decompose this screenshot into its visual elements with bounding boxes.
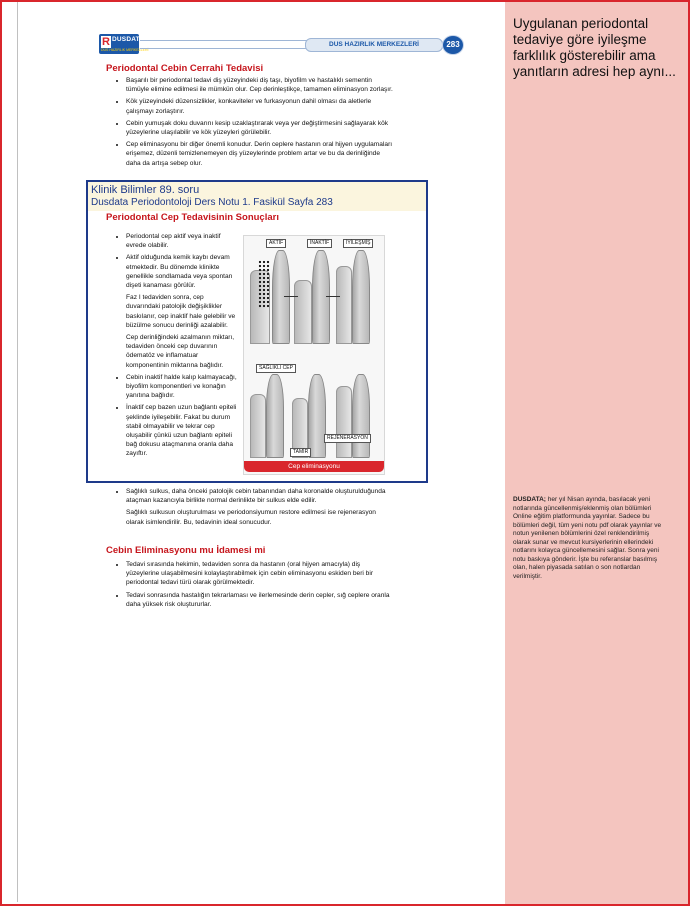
- section1-bullet: • Başarılı bir periodontal tedavi diş yüzeyindeki diş taşı, biyofilm ve hastalıklı sementin tümüyle elimine edilmesi ile mümkün olur. Cep derinleştikçe, tamamen eliminasyon zorlaşır.: [126, 76, 394, 94]
- biofilm-dots: [258, 260, 270, 308]
- arrow-right-icon: [326, 296, 340, 297]
- gum-healed: [336, 266, 352, 344]
- section2-saglikli-bullet: • Sağlıklı sulkus, daha önceki patolojik cebin tabanından daha koronalde oluşturulduğunda ataçman kazancıyla birlikte normal derinlikte bir sulkus elde edilir.: [126, 487, 394, 505]
- section2-faz-para: Faz I tedaviden sonra, cep duvarındaki patolojik değişiklikler baskılanır, cep inaktif hale gelebilir ve büzülme sonucu derinliği azalabilir.: [126, 294, 236, 329]
- section2-bullet: • Aktif olduğunda kemik kaybı devam etmektedir. Bu dönemde klinikte genellikle sondlamada veya spontan dişeti kanaması görülür.: [126, 253, 238, 290]
- arrow-right-icon: [284, 296, 298, 297]
- tooth-inactive: [312, 250, 330, 344]
- label-iyilesmis: İYİLEŞMİŞ: [343, 239, 373, 248]
- logo-sub: DUS HAZIRLIK MERKEZLERİ: [101, 48, 149, 52]
- section1-bullet: • Kök yüzeyindeki düzensizlikler, konkaviteler ve furkasyonun dahil olması da aletlerle çalışmayı zorlaştırır.: [126, 97, 394, 115]
- section1-title: Periodontal Cebin Cerrahi Tedavisi: [106, 63, 264, 74]
- section2-bullet: • İnaktif cep bazen uzun bağlantı epiteli şeklinde iyileşebilir. Fakat bu durum stabil olmayabilir ve tekrar cep oluşabilir çünkü uzun bağlantı epiteli bağ dokusu ataçmanına oranla daha zayıftır.: [126, 403, 238, 458]
- section1-body: [114, 76, 394, 171]
- label-aktif: AKTİF: [266, 239, 286, 248]
- gum-regeneration: [336, 386, 352, 458]
- section3-title: Cebin Eliminasyonu mu İdamesi mi: [106, 545, 266, 556]
- tooth-healthy: [266, 374, 284, 458]
- sidebar-note-brand: DUSDATA;: [513, 496, 546, 503]
- section2-restore-para: Sağlıklı sulkusun oluşturulması ve periodonsiyumun restore edilmesi ise rejenerasyon olarak isimlendirilir. Bu, tedavinin ideal sonucudur.: [126, 509, 376, 526]
- section2-bullet: • Cebin inaktif halde kalıp kalmayacağı, biyofilm komponentleri ve konağın yanıtına bağlıdır.: [126, 373, 238, 401]
- label-rejenerasyon: REJENERASYON: [324, 434, 371, 443]
- pocket-diagram: [243, 235, 385, 475]
- tooth-regeneration: [352, 374, 370, 458]
- sidebar: [505, 2, 688, 904]
- logo-mark: R: [102, 36, 110, 48]
- label-tamir: TAMİR: [290, 448, 311, 457]
- reference-line1: Klinik Bilimler 89. soru: [91, 184, 200, 196]
- label-saglikli-cep: SAĞLIKLI CEP: [256, 364, 296, 373]
- page-number-badge: 283: [442, 35, 464, 55]
- tooth-active: [272, 250, 290, 344]
- sidebar-note-body: her yıl Nisan ayında, basılacak yeni notlarında güncellenmiş/eklenmiş olan bölümleri Online eğitim platformunda yayınlar. Sadece bu bölümleri değil, tüm yeni notu pdf olarak yayınlar ve notun yenilenen bölümlerini özel renklendirilmiş olarak sunar ve mevcut kursiyerlerinin ellerindeki notlarını kolayca güncellemesini sağlar. Sonra yeni notu baskıya gönderir. İşte bu referanslar basılmış olan, halen piyasada satılan o son notlardan verilmiştir.: [513, 496, 662, 580]
- section1-bullet: • Cebin yumuşak doku duvarını kesip uzaklaştırarak veya yer değiştirmesini sağlayarak kök yüzeylerine ulaşılabilir ve kök yüzeyleri görülebilir.: [126, 119, 394, 137]
- figure-caption: Cep eliminasyonu: [244, 461, 384, 472]
- section1-bullet: • Cep eliminasyonu bir diğer önemli konudur. Derin ceplere hastanın oral hijyen uygulamaları erişemez, düzenli temizlenemeyen diş yüzeylerinde problem artar ve bu da derinliğinde daha da artışa sebep olur.: [126, 140, 394, 168]
- section2-left-column: [114, 232, 238, 462]
- reference-line2: Dusdata Periodontoloji Ders Notu 1. Fasikül Sayfa 283: [91, 197, 333, 208]
- sidebar-bottom-note: [513, 496, 663, 581]
- margin-line: [17, 2, 18, 902]
- gum-inactive: [294, 280, 312, 344]
- tooth-repair: [308, 374, 326, 458]
- section2-bottom: [114, 487, 394, 530]
- tooth-healed: [352, 250, 370, 344]
- header-label: DUS HAZIRLIK MERKEZLERİ: [305, 38, 443, 52]
- section3-body: [114, 560, 394, 612]
- gum-healthy: [250, 394, 266, 458]
- section3-bullet: • Tedavi sonrasında hastalığın tekrarlaması ve ilerlemesinde derin cepler, sığ ceplere oranla daha yüksek risk oluştururlar.: [126, 591, 394, 609]
- label-inaktif: İNAKTİF: [307, 239, 332, 248]
- logo-text: DUSDATA: [112, 36, 145, 43]
- sidebar-top-note: Uygulanan periodontal tedaviye göre iyileşme farklılık gösterebilir ama yanıtların adresi hep aynı...: [513, 16, 676, 79]
- section2-cep-para: Cep derinliğindeki azalmanın miktarı, tedaviden önceki cep duvarının ödematöz ve inflamatuar komponentinin miktarına bağlıdır.: [126, 334, 235, 369]
- section3-bullet: • Tedavi sırasında hekimin, tedaviden sonra da hastanın (oral hijyen amacıyla) diş yüzeylerine ulaşabilmesini kolaylaştırabilmek için cebin eliminasyonu eskiden beri bir periodontal tedavi türü olarak görülmektedir.: [126, 560, 394, 588]
- dusdata-logo: [99, 34, 149, 54]
- section2-title: Periodontal Cep Tedavisinin Sonuçları: [106, 212, 279, 223]
- section2-bullet: • Periodontal cep aktif veya inaktif evrede olabilir.: [126, 232, 238, 250]
- reference-overlay: [86, 180, 428, 211]
